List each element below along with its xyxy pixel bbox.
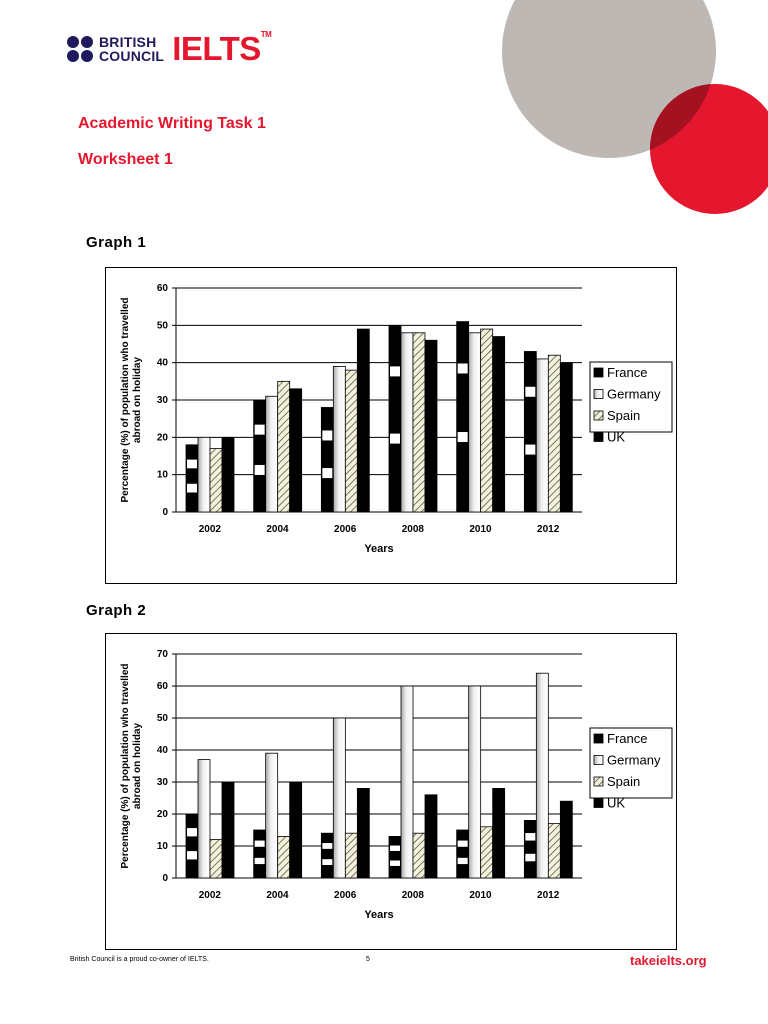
- bar-france-2008: [389, 836, 401, 878]
- legend-swatch-spain: [594, 777, 603, 786]
- bar-france-stripe: [322, 468, 332, 478]
- y-axis-title-line-2: abroad on holiday: [132, 722, 143, 810]
- ielts-wordmark: IELTS™: [172, 30, 272, 67]
- bar-france-stripe: [187, 460, 197, 469]
- bar-uk-2002: [222, 782, 234, 878]
- bar-germany-2010: [469, 333, 481, 512]
- y-axis-title-line-1: Percentage (%) of population who travelled: [120, 663, 131, 869]
- bar-france-2010: [457, 322, 469, 512]
- british-council-ielts-logo: [67, 30, 271, 68]
- bar-france-stripe: [322, 843, 332, 849]
- bar-uk-2010: [493, 788, 505, 878]
- graph-2-svg: [106, 634, 676, 949]
- bar-spain-2010: [481, 329, 493, 512]
- bar-spain-2002: [210, 840, 222, 878]
- bar-germany-2006: [333, 366, 345, 512]
- y-tick-label: 30: [156, 395, 168, 406]
- bar-france-stripe: [525, 833, 535, 840]
- x-tick-label: 2004: [266, 524, 289, 535]
- bar-france-2012: [524, 820, 536, 878]
- legend-label-germany: Germany: [607, 386, 661, 402]
- bar-spain-2008: [413, 833, 425, 878]
- bar-germany-2004: [266, 753, 278, 878]
- x-tick-label: 2010: [469, 524, 492, 535]
- bar-uk-2004: [290, 389, 302, 512]
- legend-swatch-germany: [594, 390, 603, 399]
- bar-spain-2006: [345, 833, 357, 878]
- legend-label-spain: Spain: [607, 408, 641, 423]
- bar-uk-2002: [222, 437, 234, 512]
- y-tick-label: 20: [156, 432, 168, 444]
- bar-france-stripe: [255, 425, 265, 435]
- bar-germany-2008: [401, 686, 413, 878]
- x-tick-label: 2002: [198, 890, 221, 901]
- bar-france-stripe: [390, 861, 400, 866]
- bar-france-2004: [254, 830, 266, 878]
- y-tick-label: 10: [156, 841, 168, 852]
- x-tick-label: 2010: [469, 890, 492, 901]
- bar-spain-2006: [345, 370, 357, 512]
- bar-france-2012: [524, 351, 536, 512]
- legend-swatch-france: [594, 368, 603, 377]
- bar-france-stripe: [390, 366, 400, 376]
- y-tick-label: 40: [156, 745, 168, 756]
- bar-france-stripe: [187, 828, 197, 836]
- x-tick-label: 2008: [401, 524, 424, 535]
- bar-france-stripe: [255, 858, 265, 864]
- legend-swatch-uk: [594, 433, 603, 442]
- bar-spain-2004: [278, 381, 290, 512]
- x-axis-title: Years: [364, 543, 394, 555]
- x-tick-label: 2012: [537, 890, 560, 901]
- legend-label-germany: Germany: [607, 752, 661, 768]
- bar-germany-2012: [536, 359, 548, 512]
- y-tick-label: 50: [156, 713, 168, 724]
- y-tick-label: 50: [156, 320, 168, 332]
- bar-uk-2012: [560, 801, 572, 878]
- legend-label-uk: UK: [607, 795, 626, 811]
- bar-france-stripe: [187, 851, 197, 859]
- page-number: 5: [366, 956, 370, 963]
- x-tick-label: 2002: [198, 524, 221, 535]
- task-title: Academic Writing Task 1: [78, 115, 266, 132]
- bar-france-2008: [389, 325, 401, 512]
- bar-france-stripe: [458, 858, 468, 864]
- graph-1-title: Graph 1: [86, 234, 147, 251]
- legend-swatch-spain: [594, 411, 603, 420]
- legend-label-france: France: [607, 365, 648, 380]
- bar-spain-2012: [548, 355, 560, 512]
- legend-swatch-uk: [594, 799, 603, 808]
- x-tick-label: 2006: [334, 524, 357, 535]
- bar-france-2002: [186, 814, 198, 878]
- y-tick-label: 10: [156, 469, 168, 481]
- bar-spain-2002: [210, 449, 222, 512]
- y-tick-label: 20: [156, 809, 168, 820]
- bar-uk-2006: [357, 329, 369, 512]
- british-council-dots-icon: [67, 36, 93, 62]
- bar-france-2006: [321, 407, 333, 512]
- graph-1-svg: [106, 268, 676, 583]
- y-tick-label: 40: [156, 357, 168, 369]
- x-tick-label: 2008: [401, 890, 424, 901]
- bar-uk-2012: [560, 363, 572, 512]
- y-axis-title-line-2: abroad on holiday: [132, 356, 143, 444]
- x-tick-label: 2006: [334, 890, 357, 901]
- bar-france-2006: [321, 833, 333, 878]
- bar-france-2010: [457, 830, 469, 878]
- bar-uk-2008: [425, 795, 437, 878]
- worksheet-title: Worksheet 1: [78, 151, 173, 168]
- graph-2-chart: [105, 633, 677, 950]
- bar-france-stripe: [525, 854, 535, 861]
- bar-uk-2008: [425, 340, 437, 512]
- bar-uk-2006: [357, 788, 369, 878]
- legend-label-uk: UK: [607, 429, 626, 445]
- y-axis-title-line-1: Percentage (%) of population who travelled: [120, 297, 131, 503]
- bar-uk-2004: [290, 782, 302, 878]
- legend-swatch-france: [594, 734, 603, 743]
- bar-france-stripe: [322, 859, 332, 865]
- bar-germany-2012: [536, 673, 548, 878]
- bar-france-stripe: [187, 484, 197, 493]
- footer-url-link[interactable]: takeielts.org: [630, 953, 707, 968]
- bar-spain-2010: [481, 827, 493, 878]
- bar-spain-2012: [548, 824, 560, 878]
- bar-uk-2010: [493, 337, 505, 512]
- bar-germany-2002: [198, 760, 210, 878]
- y-tick-label: 30: [156, 777, 168, 788]
- bar-france-stripe: [525, 445, 535, 455]
- bar-france-stripe: [390, 846, 400, 851]
- bar-germany-2010: [469, 686, 481, 878]
- bar-france-stripe: [255, 465, 265, 475]
- bar-france-stripe: [390, 434, 400, 444]
- legend-label-france: France: [607, 731, 648, 746]
- bar-france-stripe: [255, 841, 265, 847]
- bar-germany-2006: [333, 718, 345, 878]
- british-council-wordmark: BRITISH COUNCIL: [99, 34, 165, 64]
- legend-swatch-germany: [594, 756, 603, 765]
- bar-spain-2004: [278, 836, 290, 878]
- y-tick-label: 70: [156, 649, 168, 660]
- x-axis-title: Years: [364, 909, 394, 921]
- y-axis-title: [120, 297, 143, 502]
- legend-label-spain: Spain: [607, 774, 641, 789]
- bar-france-2002: [186, 445, 198, 512]
- bar-france-stripe: [458, 363, 468, 373]
- graph-1-chart: [105, 267, 677, 584]
- y-tick-label: 60: [156, 681, 168, 692]
- bar-france-2004: [254, 400, 266, 512]
- bar-france-stripe: [458, 432, 468, 442]
- bar-spain-2008: [413, 333, 425, 512]
- x-tick-label: 2004: [266, 890, 289, 901]
- x-tick-label: 2012: [537, 524, 560, 535]
- footer-note: British Council is a proud co-owner of IELTS.: [70, 956, 209, 963]
- graph-2-title: Graph 2: [86, 602, 147, 619]
- y-axis-title: [120, 663, 143, 868]
- bar-germany-2008: [401, 333, 413, 512]
- bar-germany-2004: [266, 396, 278, 512]
- bar-france-stripe: [458, 841, 468, 847]
- y-tick-label: 60: [156, 283, 168, 294]
- bar-france-stripe: [525, 387, 535, 397]
- y-tick-label: 0: [162, 873, 168, 884]
- bar-france-stripe: [322, 430, 332, 440]
- bar-germany-2002: [198, 437, 210, 512]
- y-tick-label: 0: [162, 507, 168, 518]
